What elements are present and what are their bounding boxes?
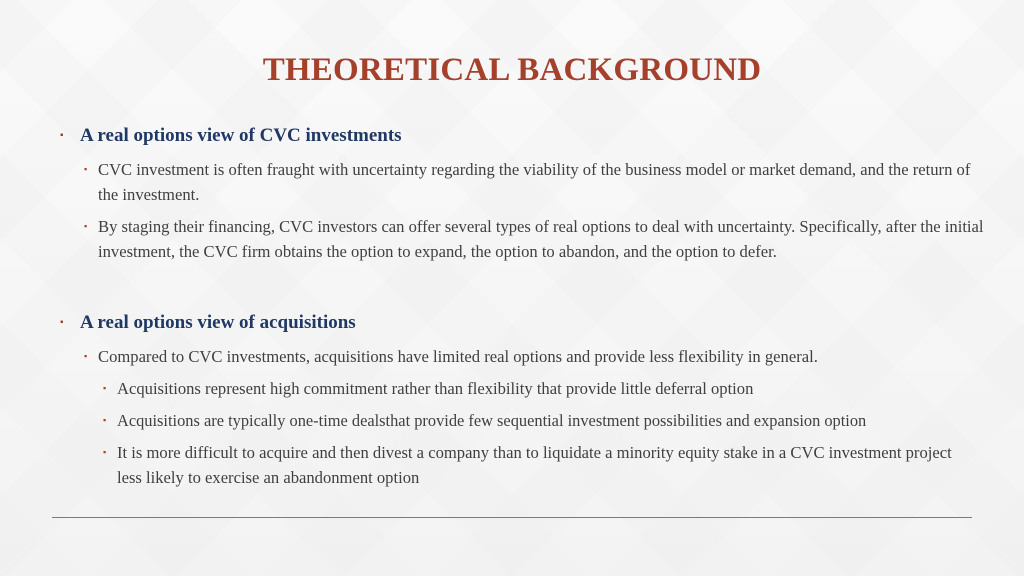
sub-list-item-text: Acquisitions are typically one-time dealsthat provide few sequential investment possibilities and expansion option [117,411,867,430]
sub-list-item-text: It is more difficult to acquire and then divest a company than to liquidate a minority equity stake in a CVC investment project less likely to exercise an abandonment option [117,443,952,487]
list-item [84,157,984,207]
list-item-text: CVC investment is often fraught with uncertainty regarding the viability of the business model or market demand, and the return of the investment. [98,160,971,204]
bullet-icon: ▪ [60,317,64,328]
list-item-text: Compared to CVC investments, acquisitions have limited real options and provide less flexibility in general. [98,347,818,366]
bullet-icon: ▪ [84,164,88,174]
bullet-icon: ▪ [60,130,64,141]
footer-divider [52,517,972,518]
bullet-icon: ▪ [103,415,107,425]
bullet-icon: ▪ [84,351,88,361]
sub-list-item-text: Acquisitions represent high commitment rather than flexibility that provide little deferral option [117,379,754,398]
bullet-icon: ▪ [103,447,107,457]
sub-list-item [103,440,983,490]
section-heading-cvc [60,125,402,147]
sub-list-item [103,408,1013,433]
list-item [84,344,994,369]
bullet-icon: ▪ [103,383,107,393]
section-heading-text: A real options view of CVC investments [80,125,402,146]
slide-title: THEORETICAL BACKGROUND [262,52,762,88]
section-heading-acquisitions [60,312,356,334]
sub-list-item [103,376,1003,401]
section-heading-text: A real options view of acquisitions [80,312,356,333]
list-item [84,214,984,264]
bullet-icon: ▪ [84,221,88,231]
list-item-text: By staging their financing, CVC investors can offer several types of real options to deal with uncertainty. Specifically, after the initial investment, the CVC firm obtains the option to expand, the option to abandon, and the option to defer. [98,217,984,261]
